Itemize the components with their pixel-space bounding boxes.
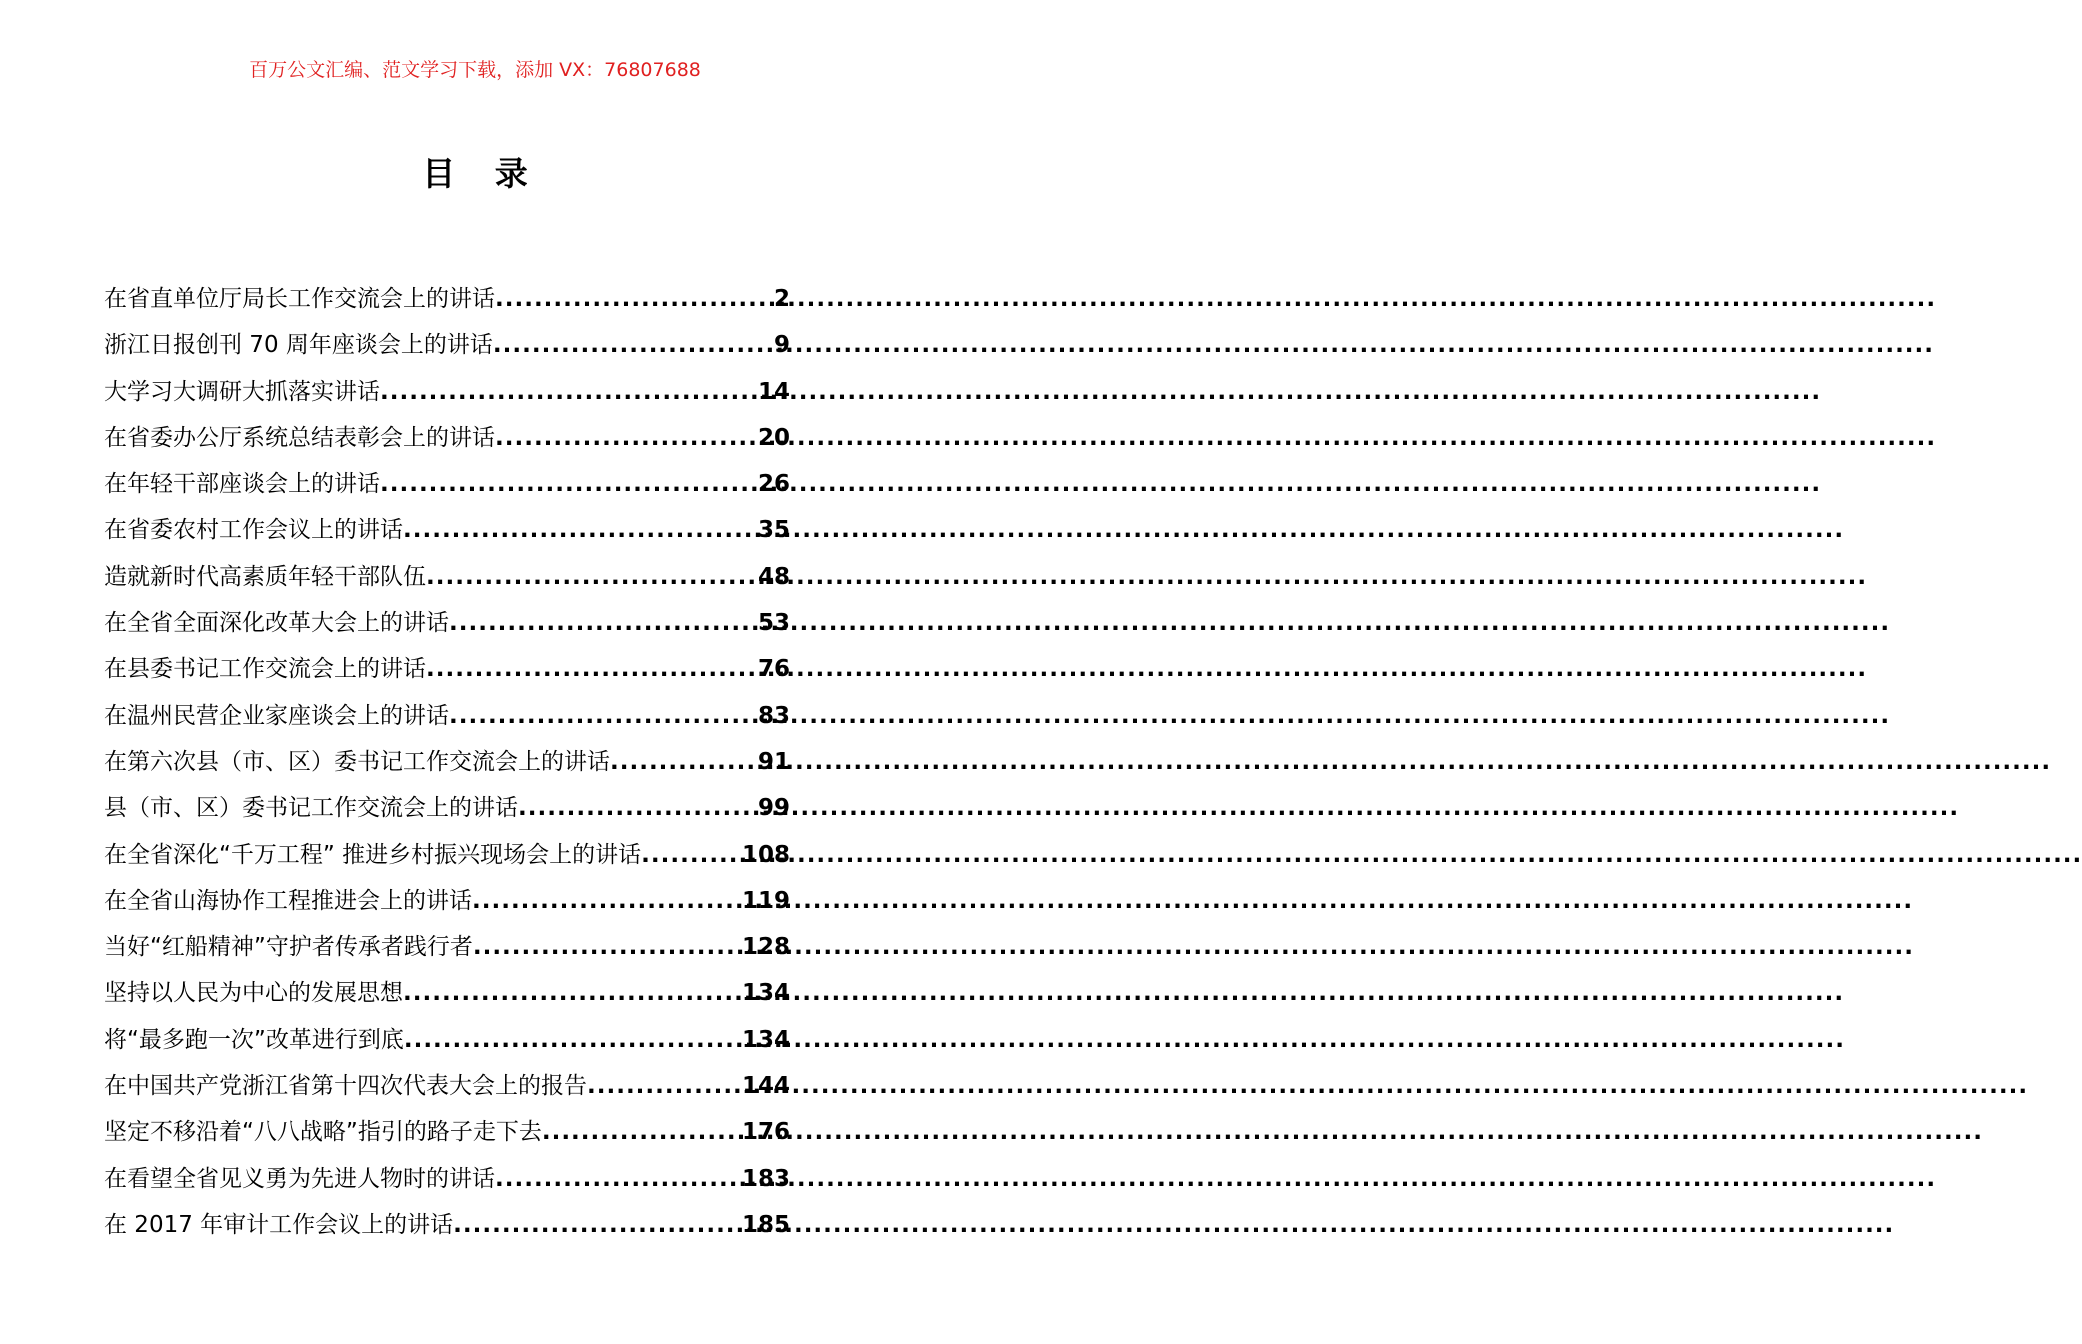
- toc-dot-leader: [472, 881, 742, 921]
- toc-entry-title: 在温州民营企业家座谈会上的讲话: [104, 702, 449, 729]
- toc-page-number: 183: [741, 1165, 790, 1192]
- toc-entry[interactable]: [104, 510, 790, 556]
- toc-page-number: 83: [757, 702, 790, 729]
- toc-entry-title: 坚定不移沿着“八八战略”指引的路子走下去: [104, 1119, 542, 1146]
- toc-page-number: 2: [773, 286, 790, 312]
- toc-entry-title: 在看望全省见义勇为先进人物时的讲话: [104, 1165, 495, 1192]
- toc-entry-title: 县（市、区）委书记工作交流会上的讲话: [104, 795, 518, 822]
- toc-entry[interactable]: [104, 557, 790, 603]
- toc-entry-title: 造就新时代高素质年轻干部队伍: [104, 563, 426, 590]
- toc-entry-title: 在省直单位厅局长工作交流会上的讲话: [104, 286, 495, 312]
- toc-entry[interactable]: [104, 927, 790, 973]
- toc-entry-title: 浙江日报创刊 70 周年座谈会上的讲话: [104, 332, 493, 359]
- toc-dot-leader: [449, 603, 758, 643]
- toc-dot-leader: [610, 742, 758, 782]
- toc-page-number: 99: [757, 795, 790, 822]
- toc-entry[interactable]: [104, 1159, 790, 1205]
- toc-entry[interactable]: [104, 603, 790, 649]
- toc-entry-title: 当好“红船精神”守护者传承者践行者: [104, 934, 473, 961]
- toc-entry-title: 将“最多跑一次”改革进行到底: [104, 1026, 404, 1053]
- toc-dot-leader: [495, 1159, 742, 1199]
- watermark-header: 百万公文汇编、范文学习下载，添加 VX：76807688: [249, 59, 701, 81]
- toc-entry[interactable]: [104, 1112, 790, 1158]
- toc-dot-leader: [518, 788, 758, 828]
- toc-dot-leader: [542, 1112, 742, 1152]
- table-of-contents: [104, 279, 790, 1251]
- toc-entry[interactable]: [104, 372, 790, 418]
- toc-page-number: 53: [757, 610, 790, 637]
- toc-entry[interactable]: [104, 788, 790, 834]
- toc-dot-leader: [403, 510, 758, 550]
- toc-entry-title: 在 2017 年审计工作会议上的讲话: [104, 1211, 454, 1238]
- toc-page-number: 26: [757, 471, 790, 498]
- toc-page-number: 48: [757, 563, 790, 590]
- toc-page-number: 14: [757, 378, 790, 405]
- toc-entry-title: 在第六次县（市、区）委书记工作交流会上的讲话: [104, 748, 610, 775]
- toc-entry[interactable]: [104, 1205, 790, 1251]
- toc-page-number: 9: [773, 332, 790, 359]
- toc-entry-title: 坚持以人民为中心的发展思想: [104, 980, 403, 1007]
- toc-dot-leader: [403, 973, 742, 1013]
- toc-dot-leader: [453, 1205, 742, 1245]
- toc-dot-leader: [495, 418, 758, 458]
- toc-page-number: 134: [741, 980, 790, 1007]
- toc-page-number: 119: [741, 887, 790, 914]
- toc-page-number: 134: [741, 1026, 790, 1053]
- toc-page-number: 176: [741, 1119, 790, 1146]
- toc-dot-leader: [426, 557, 758, 597]
- page-title: 目 录: [422, 154, 542, 193]
- toc-entry[interactable]: [104, 418, 790, 464]
- toc-dot-leader: [380, 464, 758, 504]
- toc-page-number: 185: [741, 1211, 790, 1238]
- toc-dot-leader: [495, 279, 774, 319]
- toc-entry[interactable]: [104, 835, 790, 881]
- toc-entry-title: 在全省深化“千万工程” 推进乡村振兴现场会上的讲话: [104, 841, 642, 868]
- toc-entry-title: 在全省山海协作工程推进会上的讲话: [104, 887, 472, 914]
- toc-page-number: 35: [757, 517, 790, 544]
- toc-entry-title: 大学习大调研大抓落实讲话: [104, 378, 380, 405]
- toc-dot-leader: [641, 835, 742, 875]
- toc-page-number: 91: [757, 748, 790, 775]
- toc-dot-leader: [493, 325, 774, 365]
- toc-entry[interactable]: [104, 464, 790, 510]
- toc-entry[interactable]: [104, 973, 790, 1019]
- toc-entry[interactable]: [104, 696, 790, 742]
- toc-entry[interactable]: [104, 325, 790, 371]
- toc-dot-leader: [426, 649, 758, 689]
- toc-entry[interactable]: [104, 1020, 790, 1066]
- toc-dot-leader: [473, 927, 742, 967]
- toc-dot-leader: [449, 696, 758, 736]
- toc-entry-title: 在县委书记工作交流会上的讲话: [104, 656, 426, 683]
- toc-entry[interactable]: [104, 742, 790, 788]
- toc-entry-title: 在省委办公厅系统总结表彰会上的讲话: [104, 424, 495, 451]
- toc-entry[interactable]: [104, 649, 790, 695]
- toc-dot-leader: [380, 372, 758, 412]
- toc-entry[interactable]: [104, 279, 790, 325]
- toc-page-number: 108: [741, 841, 790, 868]
- toc-entry-title: 在年轻干部座谈会上的讲话: [104, 471, 380, 498]
- toc-entry[interactable]: [104, 881, 790, 927]
- toc-entry[interactable]: [104, 1066, 790, 1112]
- toc-dot-leader: [404, 1020, 742, 1060]
- toc-entry-title: 在中国共产党浙江省第十四次代表大会上的报告: [104, 1073, 587, 1100]
- toc-page-number: 128: [741, 934, 790, 961]
- toc-dot-leader: [587, 1066, 742, 1106]
- toc-entry-title: 在全省全面深化改革大会上的讲话: [104, 610, 449, 637]
- toc-entry-title: 在省委农村工作会议上的讲话: [104, 517, 403, 544]
- toc-page-number: 144: [741, 1073, 790, 1100]
- toc-page-number: 76: [757, 656, 790, 683]
- toc-page-number: 20: [757, 424, 790, 451]
